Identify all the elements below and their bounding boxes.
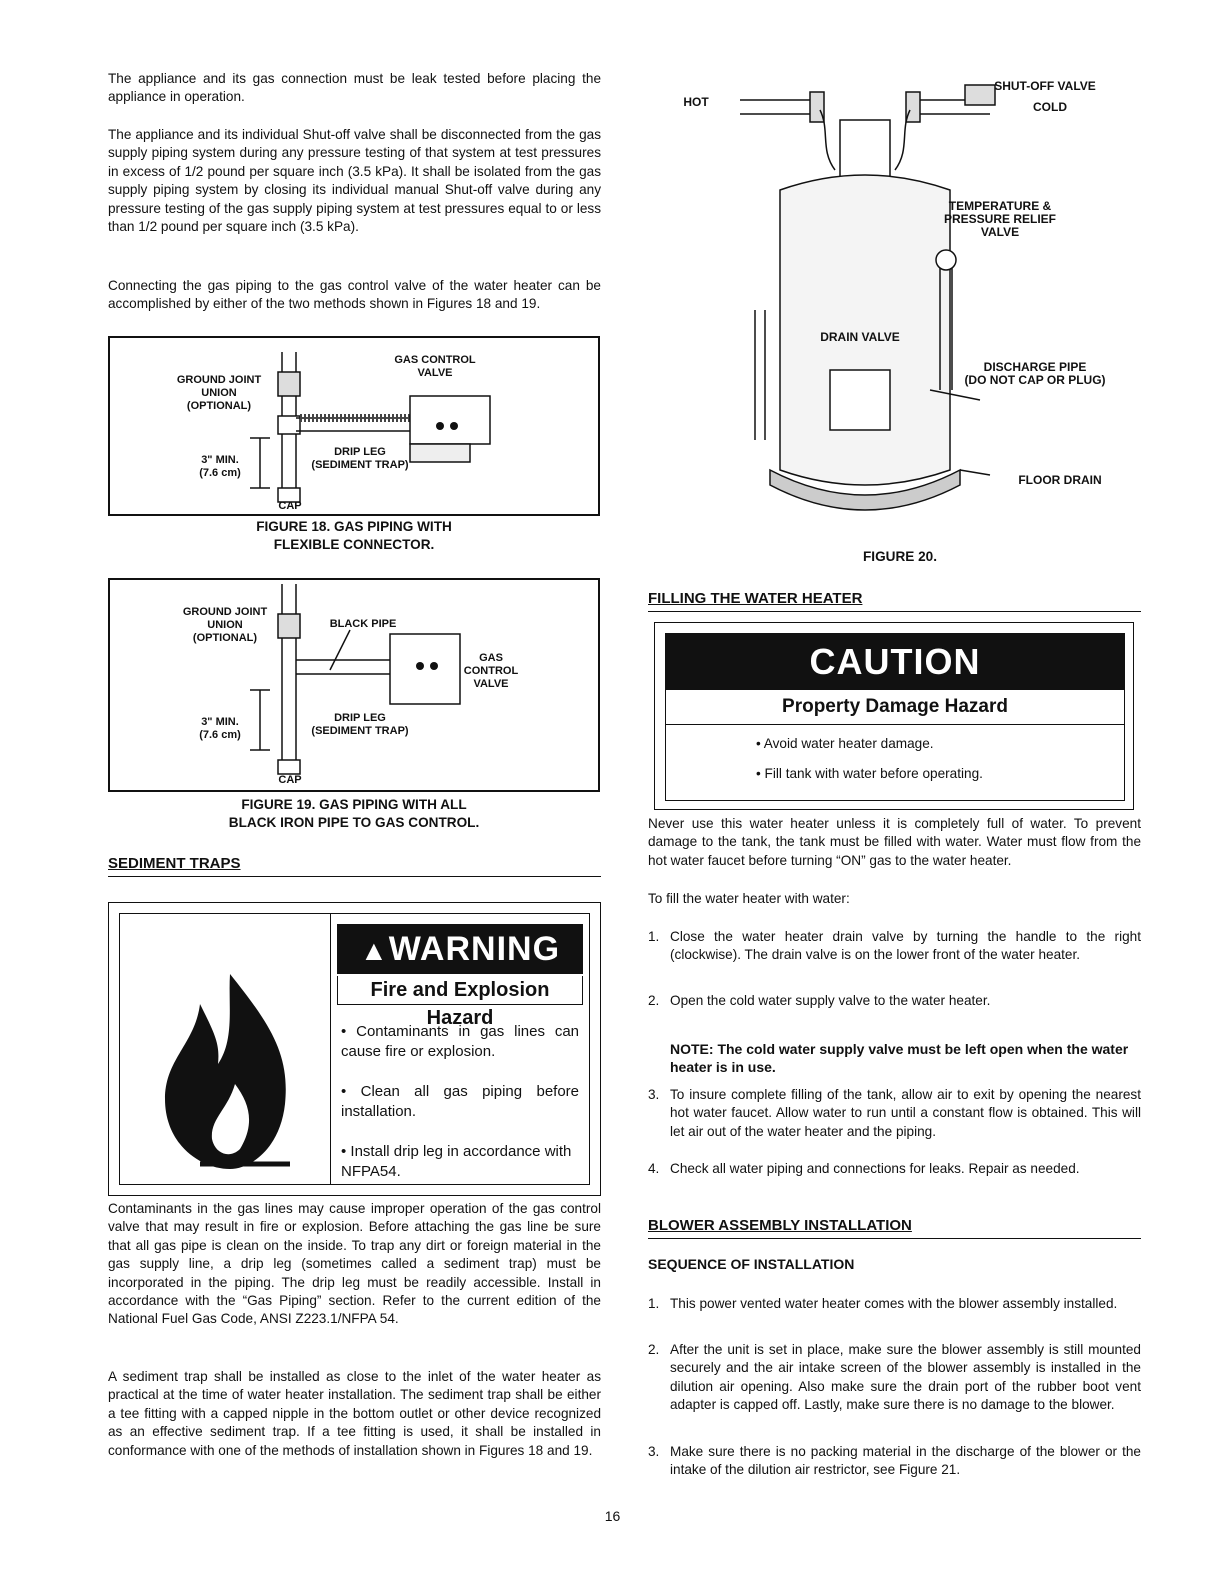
caution-bullet: • Avoid water heater damage. [756, 736, 934, 751]
gas-control-label: GAS CONTROL VALVE [463, 652, 519, 690]
fill-step: 2. Open the cold water supply valve to the water heater. [648, 993, 991, 1008]
figure-18-diagram [110, 338, 602, 518]
cold-label: COLD [1033, 100, 1067, 114]
discharge-pipe-label: DISCHARGE PIPE (DO NOT CAP OR PLUG) [964, 360, 1106, 387]
flame-icon [140, 934, 320, 1184]
min-label: 3" MIN. (7.6 cm) [199, 454, 241, 479]
caution-box [654, 622, 1134, 810]
to-fill-paragraph: To fill the water heater with water: [648, 891, 850, 906]
sediment-trap-paragraph: A sediment trap shall be installed as close to the inlet of the water heater as practical at the time of water heater installation. The sediment trap shall be either a tee fitting with a capped nipple in the bottom outlet or other device recognized as an effective sediment trap. If a tee fitting is used, it shall be installed in conformance with one of the methods of installation shown in Figures 18 and 19. [108, 1369, 601, 1458]
drip-leg-label: DRIP LEG (SEDIMENT TRAP) [311, 712, 409, 737]
warning-bullet: • Contaminants in gas lines can cause fire or explosion. [341, 1023, 579, 1060]
page-number: 16 [604, 1508, 621, 1524]
fill-step: 3. To insure complete filling of the tank, allow air to exit by opening the nearest hot water faucet. Allow water to run until a constant flow is obtained. This will let air out of the water heater and the piping. [648, 1087, 1141, 1139]
blower-step: 3. Make sure there is no packing material in the discharge of the blower or the intake of the dilution air restrictor, see Figure 21. [648, 1444, 1141, 1478]
min-label: 3" MIN. (7.6 cm) [199, 716, 241, 741]
figure-18-caption: FIGURE 18. GAS PIPING WITH FLEXIBLE CONNECTOR. [256, 519, 452, 552]
caution-subtitle: Property Damage Hazard [666, 690, 1124, 725]
blower-heading: BLOWER ASSEMBLY INSTALLATION [648, 1217, 1141, 1239]
figure-20-diagram [660, 70, 1140, 540]
never-use-paragraph: Never use this water heater unless it is completely full of water. To prevent damage to the tank, the tank must be filled with water. Water must flow from the hot water faucet before turning “ON” gas to the water heater. [648, 816, 1141, 868]
ground-joint-label: GROUND JOINT UNION (OPTIONAL) [176, 374, 262, 412]
blower-step: 1. This power vented water heater comes with the blower assembly installed. [648, 1296, 1118, 1311]
cap-label: CAP [278, 500, 302, 512]
note: NOTE: The cold water supply valve must be left open when the water heater is in use. [670, 1041, 1129, 1076]
caution-bullet: • Fill tank with water before operating. [756, 766, 983, 781]
sediment-traps-heading: SEDIMENT TRAPS [108, 855, 601, 877]
drip-leg-label: DRIP LEG (SEDIMENT TRAP) [311, 446, 409, 471]
shutoff-valve-label: SHUT-OFF VALVE [994, 79, 1096, 93]
blower-step: 2. After the unit is set in place, make sure the blower assembly is still mounted securely and the air intake screen of the blower assembly is installed in the dilution air opening. Also make sure the drain port of the rubber boot vent adapter is capped off. Lastly, make sure there is no damage to the blower. [648, 1342, 1141, 1413]
warning-triangle-icon: ▲ [359, 935, 389, 966]
warning-inner [119, 913, 590, 1185]
warning-title: ▲WARNING [337, 924, 583, 974]
figure-20-caption: FIGURE 20. [862, 549, 938, 564]
floor-drain-label: FLOOR DRAIN [1018, 473, 1102, 487]
figure-19-caption: FIGURE 19. GAS PIPING WITH ALL BLACK IRON PIPE TO GAS CONTROL. [228, 797, 480, 830]
tp-valve-label: TEMPERATURE & PRESSURE RELIEF VALVE [943, 199, 1057, 239]
figure-19 [108, 578, 600, 792]
connecting-paragraph: Connecting the gas piping to the gas control valve of the water heater can be accomplished by either of the two methods shown in Figures 18 and 19. [108, 278, 601, 312]
filling-heading: FILLING THE WATER HEATER [648, 590, 1141, 612]
warning-subtitle: Fire and Explosion Hazard [337, 976, 583, 1005]
fill-step: 4. Check all water piping and connections for leaks. Repair as needed. [648, 1161, 1080, 1176]
caution-inner [665, 633, 1125, 801]
black-pipe-label: BLACK PIPE [329, 618, 397, 630]
hot-label: HOT [683, 95, 709, 109]
leak-test-paragraph: The appliance and its gas connection must be leak tested before placing the appliance in operation. [108, 71, 601, 105]
fill-step: 1. Close the water heater drain valve by turning the handle to the right (clockwise). The drain valve is on the lower front of the water heater. [648, 929, 1141, 963]
drain-valve-label: DRAIN VALVE [820, 330, 900, 344]
ground-joint-label: GROUND JOINT UNION (OPTIONAL) [182, 606, 268, 644]
sequence-heading: SEQUENCE OF INSTALLATION [648, 1256, 855, 1272]
gas-control-label: GAS CONTROL VALVE [394, 354, 476, 379]
shutoff-paragraph: The appliance and its individual Shut-off valve shall be disconnected from the gas supply piping system during any pressure testing of that system at test pressures in excess of 1/2 pound per square inch (3.5 kPa). It shall be isolated from the gas supply piping system by closing its individual manual Shut-off valve during any pressure testing of the gas supply piping system at test pressures equal to or less than 1/2 pound per square inch (3.5 kPa). [108, 127, 601, 235]
caution-title: CAUTION [666, 634, 1124, 690]
cap-label: CAP [278, 774, 302, 786]
warning-bullet: • Clean all gas piping before installation. [341, 1083, 580, 1120]
figure-18 [108, 336, 600, 516]
warning-content [330, 914, 589, 1184]
contaminants-paragraph: Contaminants in the gas lines may cause improper operation of the gas control valve that may result in fire or explosion. Before attaching the gas line be sure that all gas pipe is clean on the inside. To trap any dirt or foreign material in the gas supply line, a drip leg (sometimes called a sediment trap) must be incorporated in the piping. The drip leg must be readily accessible. Install in accordance with the “Gas Piping” section. Refer to the current edition of the National Fuel Gas Code, ANSI Z223.1/NFPA 54. [108, 1201, 601, 1327]
warning-bullet: • Install drip leg in accordance with NFPA54. [341, 1143, 572, 1180]
warning-box [108, 902, 601, 1196]
